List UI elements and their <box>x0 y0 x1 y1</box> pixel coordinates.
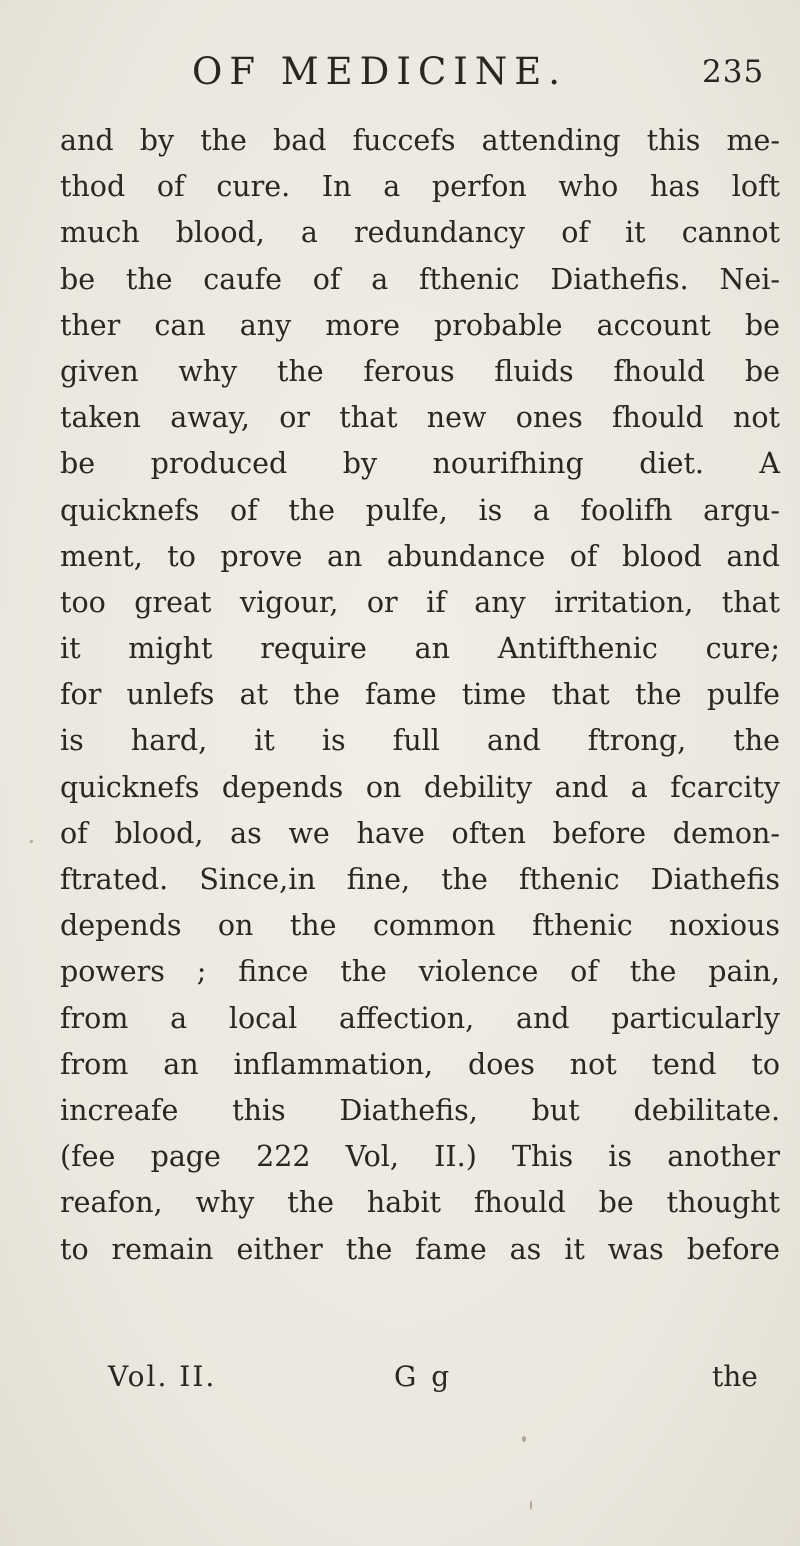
text-line: be the caufe of a fthenic Diathefis. Nei- <box>60 262 780 296</box>
ink-speck <box>530 1500 532 1510</box>
text-line: depends on the common fthenic noxious <box>60 909 780 943</box>
text-line: (fee page 222 Vol, II.) This is another <box>60 1140 780 1174</box>
text-line: powers ; fince the violence of the pain, <box>60 955 780 989</box>
text-line: from an inflammation, does not tend to <box>60 1047 780 1081</box>
text-line: from a local affection, and particularly <box>60 1001 780 1035</box>
text-line: reafon, why the habit fhould be thought <box>60 1186 780 1220</box>
volume-mark: Vol. II. <box>108 1360 217 1393</box>
text-line: to remain either the fame as it was before <box>60 1232 780 1266</box>
running-title: OF MEDICINE. <box>192 50 568 93</box>
text-line: is hard, it is full and ftrong, the <box>60 724 780 758</box>
text-line: and by the bad fuccefs attending this me- <box>60 124 780 157</box>
text-line: increafe this Diathefis, but debilitate. <box>60 1093 780 1127</box>
text-line: for unlefs at the fame time that the pulfe <box>60 678 780 712</box>
text-line: be produced by nourifhing diet. A <box>60 447 780 481</box>
page-number: 235 <box>702 54 765 90</box>
catchword: the <box>712 1360 758 1393</box>
text-line: taken away, or that new ones fhould not <box>60 401 780 435</box>
text-line: ther can any more probable account be <box>60 308 780 342</box>
text-line: it might require an Antifthenic cure; <box>60 632 780 666</box>
text-line: quicknefs of the pulfe, is a foolifh argu- <box>60 493 780 527</box>
ink-speck <box>522 1436 526 1442</box>
text-line: thod of cure. In a perfon who has loft <box>60 170 780 204</box>
text-line: too great vigour, or if any irritation, that <box>60 585 780 619</box>
running-head <box>0 40 800 93</box>
page-footer <box>108 1360 768 1406</box>
body-text <box>60 118 780 1273</box>
text-line: ment, to prove an abundance of blood and <box>60 539 780 573</box>
text-line: of blood, as we have often before demon- <box>60 816 780 850</box>
text-line: given why the ferous fluids fhould be <box>60 354 780 388</box>
text-line: much blood, a redundancy of it cannot <box>60 216 780 250</box>
text-line: quicknefs depends on debility and a fcarcity <box>60 770 780 804</box>
text-line: ftrated. Since,in fine, the fthenic Diathefis <box>60 863 780 896</box>
ink-speck <box>30 840 33 843</box>
signature-mark: G g <box>394 1360 453 1393</box>
